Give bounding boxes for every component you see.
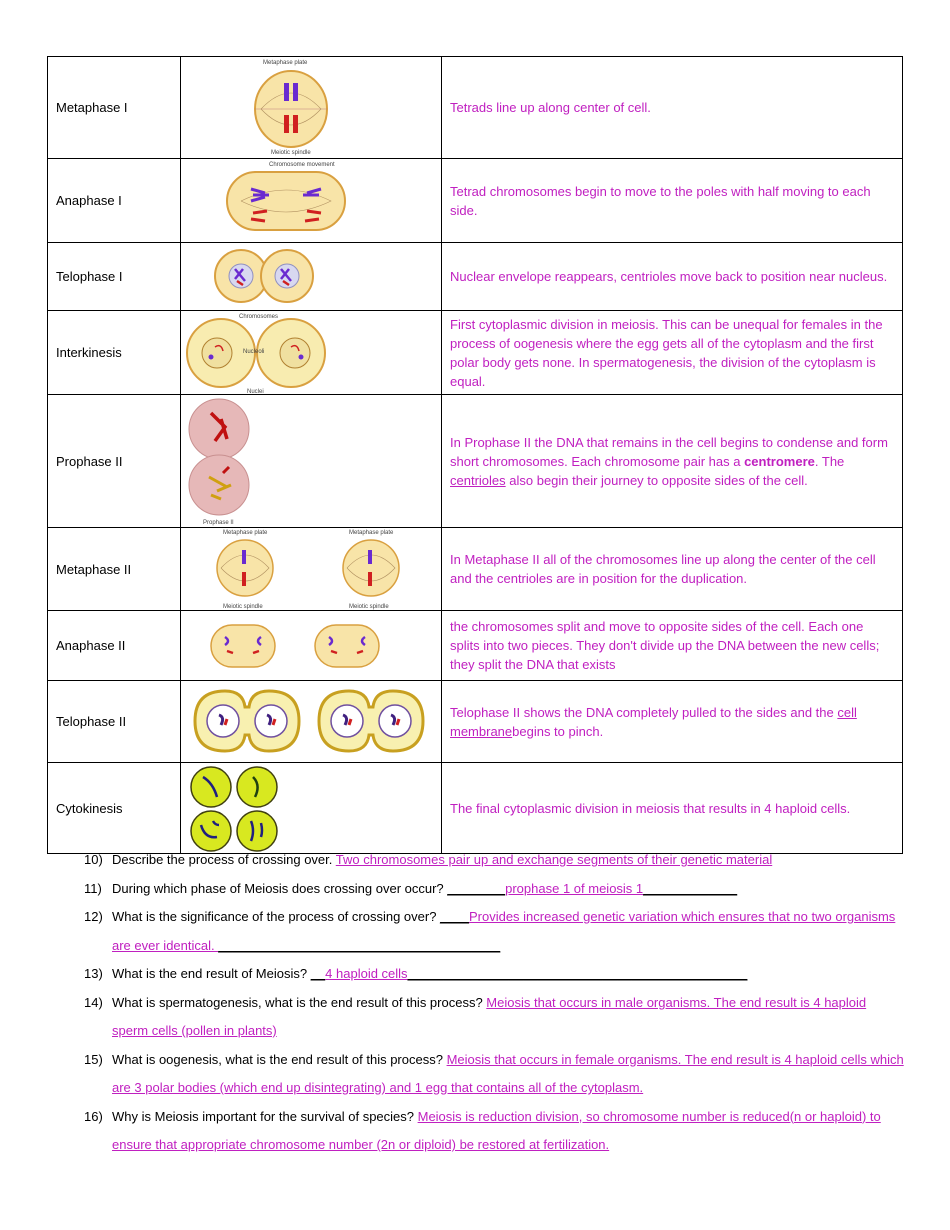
phase-image [181,611,442,681]
answer-text: Meiosis is reduction division, so chromosome number is reduced(n or haploid) to ensure that appropriate chromosome number (2n or diploid) be restored at fertilization. [112,1108,881,1152]
interkinesis-diagram [181,311,441,394]
answer-text: Meiosis that occurs in female organisms. The end result is 4 haploid cells which are 3 polar bodies (which end up disintegrating) and 1 egg that contains all of the cytoplasm. [112,1051,904,1095]
phase-name: Metaphase I [48,57,181,159]
phase-image [181,311,442,395]
question-item [84,875,904,904]
phase-description: the chromosomes split and move to opposite sides of the cell. Each one splits into two pieces. They don't divide up the DNA between the new cells; they split the DNA that exists [442,611,903,681]
image-label: Chromosome movement [269,162,335,168]
phase-name: Prophase II [48,395,181,528]
question-item [84,989,904,1046]
phase-description: Tetrads line up along center of cell. [442,57,903,159]
question-number: 10) [84,852,103,867]
phase-description [442,395,903,528]
answer-text: Provides increased genetic variation which ensures that no two organisms are ever identical. [112,909,896,953]
phase-description: Tetrad chromosomes begin to move to the poles with half moving to each side. [442,159,903,243]
phase-name: Telophase II [48,681,181,763]
answer-blank: _____________ [643,880,738,896]
cell-membrane-link[interactable]: cell membrane [450,704,857,739]
phase-row [48,57,903,159]
telophase-i-diagram [181,243,441,310]
image-label: Metaphase plate [263,60,308,66]
metaphase-i-diagram [181,57,441,158]
phase-name: Anaphase II [48,611,181,681]
answer-text: 4 haploid cells [325,966,408,981]
question-item [84,846,904,875]
question-number: 16) [84,1108,103,1124]
image-label: Metaphase plate [223,530,268,536]
image-label: Meiotic spindle [349,604,389,610]
cytokinesis-diagram [181,763,441,853]
anaphase-i-diagram [181,159,441,242]
desc-text: Telophase II shows the DNA completely pulled to the sides and the [450,704,838,720]
answer-blank: ____ [440,909,469,924]
answer-blank: ________ [447,880,506,896]
question-text: Describe the process of crossing over. [112,852,336,867]
phase-row [48,243,903,311]
phase-name: Metaphase II [48,528,181,611]
phase-row [48,611,903,681]
phase-image [181,159,442,243]
phase-row [48,681,903,763]
image-label: Nucleoli [243,349,265,355]
phase-description: Nuclear envelope reappears, centrioles move back to position near nucleus. [442,243,903,311]
image-label: Metaphase plate [349,530,394,536]
question-text: What is oogenesis, what is the end result of this process? [112,1051,447,1067]
phase-row [48,311,903,395]
question-item [84,1103,904,1160]
question-number: 13) [84,966,103,981]
question-item [84,903,904,960]
phase-description: The final cytoplasmic division in meiosis that results in 4 haploid cells. [442,763,903,854]
centrioles-link[interactable]: centrioles [450,472,506,488]
desc-text: begins to pinch. [512,723,604,739]
question-item [84,1046,904,1103]
answer-blank: _______________________________________________ [407,966,748,981]
question-list [84,846,904,1160]
phase-description: In Metaphase II all of the chromosomes line up along the center of the cell and the centrioles are in position for the duplication. [442,528,903,611]
question-item [84,960,904,989]
phase-row [48,528,903,611]
question-number: 15) [84,1051,103,1067]
image-label: Chromosomes [239,314,279,320]
question-number: 11) [84,880,102,896]
image-label: Meiotic spindle [271,150,311,156]
metaphase-ii-diagram [181,528,441,610]
phase-image [181,528,442,611]
phase-image [181,681,442,763]
anaphase-ii-diagram [181,611,441,680]
centromere-term: centromere [744,453,815,469]
phase-row [48,763,903,854]
telophase-ii-diagram [181,681,441,762]
question-text: What is the end result of Meiosis? [112,966,311,981]
phase-name: Anaphase I [48,159,181,243]
answer-blank: __ [310,966,326,981]
phase-description: First cytoplasmic division in meiosis. This can be unequal for females in the process of oogenesis where the egg gets all of the cytoplasm and the first polar body gets none. In spermatogenesis, the division of the cytoplasm is equal. [442,311,903,395]
question-text: During which phase of Meiosis does crossing over occur? [112,880,448,896]
desc-text: also begin their journey to opposite sides of the cell. [505,472,808,488]
meiosis-phases-table [47,56,903,854]
phase-name: Cytokinesis [48,763,181,854]
phase-image [181,763,442,854]
phase-description [442,681,903,763]
question-number: 14) [84,994,103,1010]
phase-row [48,395,903,528]
phase-name: Telophase I [48,243,181,311]
question-number: 12) [84,909,103,924]
question-text: What is spermatogenesis, what is the end result of this process? [112,994,487,1010]
question-text: What is the significance of the process of crossing over? [112,909,441,924]
answer-blank: _______________________________________ [218,937,501,953]
phase-name: Interkinesis [48,311,181,395]
image-label: Meiotic spindle [223,604,263,610]
phase-image [181,57,442,159]
answer-text: prophase 1 of meiosis 1 [505,880,644,896]
prophase-ii-diagram [181,395,441,527]
desc-text: In Prophase II the DNA that remains in the cell begins to condense and form short chromosomes. Each chromosome pair has a [450,434,888,469]
image-label: Prophase II [203,520,234,526]
phase-row [48,159,903,243]
phase-image [181,395,442,528]
answer-text: Meiosis that occurs in male organisms. The end result is 4 haploid sperm cells (pollen in plants) [112,994,867,1038]
image-label: Nuclei [247,389,264,394]
desc-text: . The [814,453,845,469]
answer-text: Two chromosomes pair up and exchange segments of their genetic material [335,852,773,867]
question-text: Why is Meiosis important for the survival of species? [112,1108,418,1124]
phase-image [181,243,442,311]
